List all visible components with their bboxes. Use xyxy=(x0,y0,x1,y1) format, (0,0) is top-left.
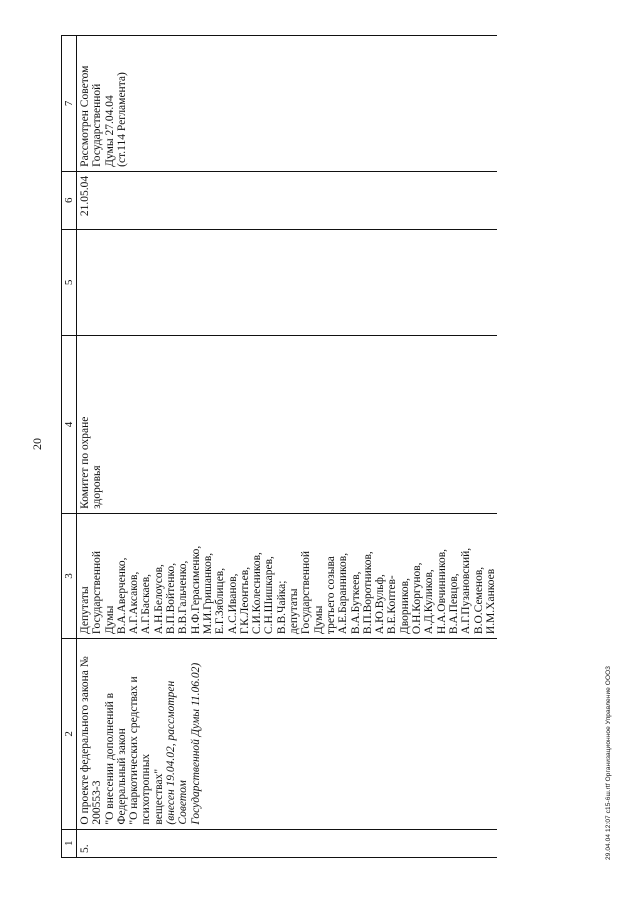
initiator-line: А.Г.Баскаев, xyxy=(140,573,153,635)
initiator-line: И.М.Ханкоев xyxy=(484,568,497,635)
bills-table xyxy=(61,35,497,858)
initiator-line: В.П.Воротников, xyxy=(361,551,374,635)
bill-title-line: "О внесении дополнений в Федеральный закон xyxy=(103,692,128,825)
initiator-line: А.С.Иванов, xyxy=(226,573,239,635)
table-row xyxy=(77,36,498,858)
column-5-cell xyxy=(77,229,498,335)
header-col-3: 3 xyxy=(62,513,77,638)
initiator-line: Думы xyxy=(312,605,325,635)
header-col-2: 2 xyxy=(62,639,77,830)
bill-title-line: "О наркотических средствах и психотропных xyxy=(128,676,153,825)
header-col-1: 1 xyxy=(62,829,77,857)
row-number-cell xyxy=(77,829,498,857)
header-col-7: 7 xyxy=(62,36,77,172)
initiator-line: Н.А.Овчинников, xyxy=(435,548,448,635)
file-footer: 29.04.04 12:07 c15-6ш.rtf Организационное Управление ООО3 xyxy=(605,666,612,860)
bill-note-line: (внесен 19.04.02, рассмотрен Советом xyxy=(165,680,190,825)
initiators-cell xyxy=(77,513,498,638)
initiator-line: В.В.Гальченко, xyxy=(177,560,190,635)
initiator-line: О.Н.Коргунов, xyxy=(411,562,424,635)
initiator-line: Дворников, xyxy=(398,578,411,635)
initiator-line: А.Г.Аксаков, xyxy=(128,571,141,635)
initiator-line: Депутаты xyxy=(79,586,91,635)
date-cell xyxy=(77,171,498,229)
row-number: 5. xyxy=(79,844,91,853)
initiator-line: М.И.Гришанков, xyxy=(201,552,214,635)
status-line: Рассмотрен Советом xyxy=(79,65,91,167)
initiator-line: В.А.Буткеев, xyxy=(349,571,362,635)
initiator-line: А.Е.Баранников, xyxy=(337,552,350,635)
initiator-line: В.О.Семенов, xyxy=(472,566,485,635)
initiator-line: В.А.Аверченко, xyxy=(115,557,128,635)
committee-line: здоровья xyxy=(91,465,104,509)
initiator-line: А.Г.Пузановский, xyxy=(460,547,473,635)
bill-description-cell xyxy=(77,639,498,830)
initiator-line: А.Д.Куликов, xyxy=(423,569,436,635)
initiator-line: Думы xyxy=(103,605,116,635)
status-line: Государственной xyxy=(91,83,104,167)
initiator-line: Н.Ф.Герасименко, xyxy=(189,545,202,635)
table-header-row xyxy=(62,36,77,858)
initiator-line: С.И.Колесников, xyxy=(251,552,264,635)
header-col-5: 5 xyxy=(62,229,77,335)
initiator-line: А.Ю.Вульф, xyxy=(374,574,387,635)
bill-title-line: О проекте федерального закона № 200553-3 xyxy=(79,656,104,825)
initiator-line: В.А.Певцов, xyxy=(447,573,460,635)
initiator-line: Государственной xyxy=(300,550,313,635)
initiator-line: третьего созыва xyxy=(324,556,337,635)
initiator-line: Государственной xyxy=(91,550,104,635)
header-col-6: 6 xyxy=(62,171,77,229)
initiator-line: С.Н.Шишкарев, xyxy=(263,556,276,635)
page-number: 20 xyxy=(30,438,44,450)
bill-title-line: веществах" xyxy=(152,768,165,825)
status-line: Думы 27.04.04 xyxy=(103,95,116,167)
header-col-4: 4 xyxy=(62,336,77,514)
initiator-line: В.П.Войтенко, xyxy=(165,562,178,635)
committee-cell xyxy=(77,336,498,514)
decision-date: 21.05.04 xyxy=(79,175,91,217)
initiator-line: Г.К.Леонтьев, xyxy=(238,566,251,635)
bill-note-line: Государственной Думы 11.06.02) xyxy=(189,662,202,825)
status-line: (ст.114 Регламента) xyxy=(115,72,128,167)
initiator-line: В.Е.Коптев- xyxy=(386,575,399,635)
initiator-line: В.В.Чайка; xyxy=(275,580,288,635)
status-cell xyxy=(77,36,498,172)
initiator-line: Е.Г.Зяблицев, xyxy=(214,567,227,635)
initiator-line: депутаты xyxy=(288,588,301,635)
initiator-line: А.Н.Белоусов, xyxy=(152,564,165,635)
rotated-sheet xyxy=(20,20,620,880)
committee-line: Комитет по охране xyxy=(79,416,91,509)
